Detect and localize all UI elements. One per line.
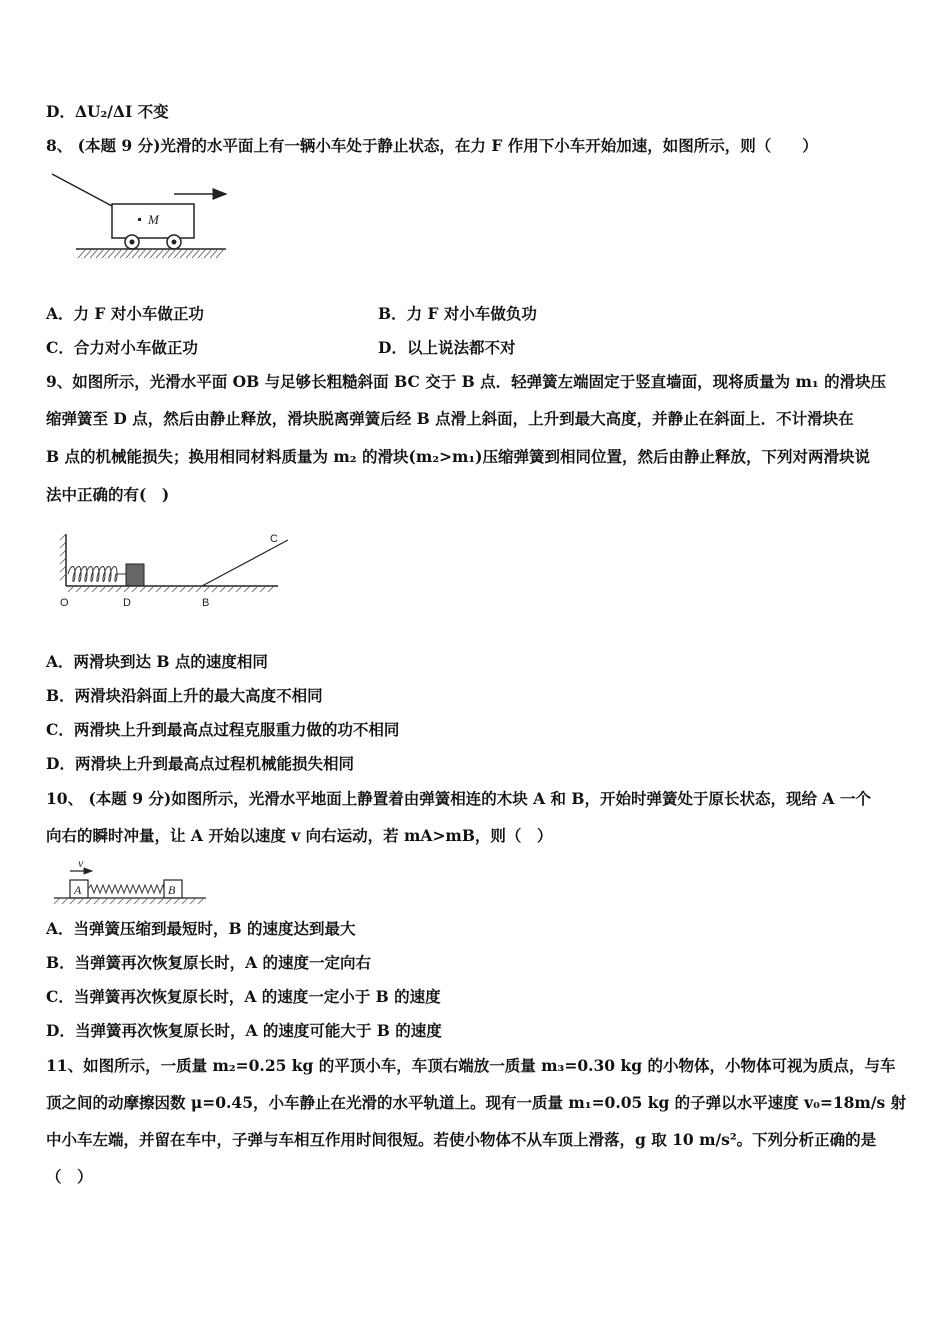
q8-stem: 8、 (本题 9 分)光滑的水平面上有一辆小车处于静止状态，在力 F 作用下小车开始加速，如图所示，则（ ） — [46, 136, 818, 155]
q9-option-c: C．两滑块上升到最高点过程克服重力做的功不相同 — [46, 720, 400, 739]
q10-option-a: A．当弹簧压缩到最短时，B 的速度达到最大 — [46, 919, 356, 938]
q11-stem-line3: 中小车左端，并留在车中，子弹与车相互作用时间很短。若使小物体不从车顶上滑落，g 取 10 m/s²。下列分析正确的是 — [46, 1130, 877, 1149]
label-b: B — [202, 597, 210, 609]
q9-stem-line4: 法中正确的有( ) — [46, 485, 170, 504]
spring — [88, 885, 168, 893]
q10-spring-blocks-figure — [46, 856, 216, 910]
block-b-label: B — [168, 883, 176, 897]
q10-stem-line2: 向右的瞬时冲量，让 A 开始以速度 v 向右运动，若 mA>mB，则（ ） — [46, 826, 553, 845]
label-c: C — [270, 533, 278, 545]
label-d: D — [123, 597, 131, 609]
block-a-label: A — [74, 883, 82, 897]
q10-option-d: D．当弹簧再次恢复原长时，A 的速度可能大于 B 的速度 — [46, 1021, 442, 1040]
q9-stem-line1: 9、如图所示，光滑水平面 OB 与足够长粗糙斜面 BC 交于 B 点．轻弹簧左端固定于竖直墙面，现将质量为 m₁ 的滑块压 — [46, 372, 887, 391]
incline-bc — [202, 540, 288, 586]
cart-mass-label: M — [148, 212, 159, 227]
spring — [68, 567, 126, 582]
force-arrow — [52, 174, 112, 206]
q11-stem-line1: 11、如图所示，一质量 m₂=0.25 kg 的平顶小车，车顶右端放一质量 m₃=0.30 kg 的小物体，小物体可视为质点，与车 — [46, 1056, 896, 1075]
q9-stem-line3: B 点的机械能损失；换用相同材料质量为 m₂ 的滑块(m₂>m₁)压缩弹簧到相同位置，然后由静止释放，下列对两滑块说 — [46, 447, 871, 466]
q11-stem-line4: （ ） — [46, 1167, 93, 1186]
q7-option-d: D．ΔU₂/ΔI 不变 — [46, 102, 169, 121]
q9-option-b: B．两滑块沿斜面上升的最大高度不相同 — [46, 686, 323, 705]
q8-option-c: C．合力对小车做正功 — [46, 338, 198, 357]
q8-cart-figure — [46, 166, 246, 266]
q11-stem-line2: 顶之间的动摩擦因数 μ=0.45，小车静止在光滑的水平轨道上。现有一质量 m₁=0.05 kg 的子弹以水平速度 v₀=18m/s 射 — [46, 1093, 907, 1112]
q9-spring-incline-figure — [56, 528, 296, 612]
q8-option-a: A．力 F 对小车做正功 — [46, 304, 204, 323]
label-o: O — [60, 597, 69, 609]
slider-block — [126, 564, 144, 586]
q8-option-d: D．以上说法都不对 — [378, 338, 516, 357]
q9-option-d: D．两滑块上升到最高点过程机械能损失相同 — [46, 754, 354, 773]
q10-stem-line1: 10、 (本题 9 分)如图所示，光滑水平地面上静置着由弹簧相连的木块 A 和 B，开始时弹簧处于原长状态，现给 A 一个 — [46, 789, 871, 808]
q10-option-c: C．当弹簧再次恢复原长时，A 的速度一定小于 B 的速度 — [46, 987, 441, 1006]
q9-option-a: A．两滑块到达 B 点的速度相同 — [46, 652, 268, 671]
q9-stem-line2: 缩弹簧至 D 点，然后由静止释放，滑块脱离弹簧后经 B 点滑上斜面，上升到最大高度，并静止在斜面上．不计滑块在 — [46, 409, 854, 428]
velocity-label: v — [78, 856, 84, 870]
q8-option-b: B．力 F 对小车做负功 — [378, 304, 537, 323]
q10-option-b: B．当弹簧再次恢复原长时，A 的速度一定向右 — [46, 953, 372, 972]
